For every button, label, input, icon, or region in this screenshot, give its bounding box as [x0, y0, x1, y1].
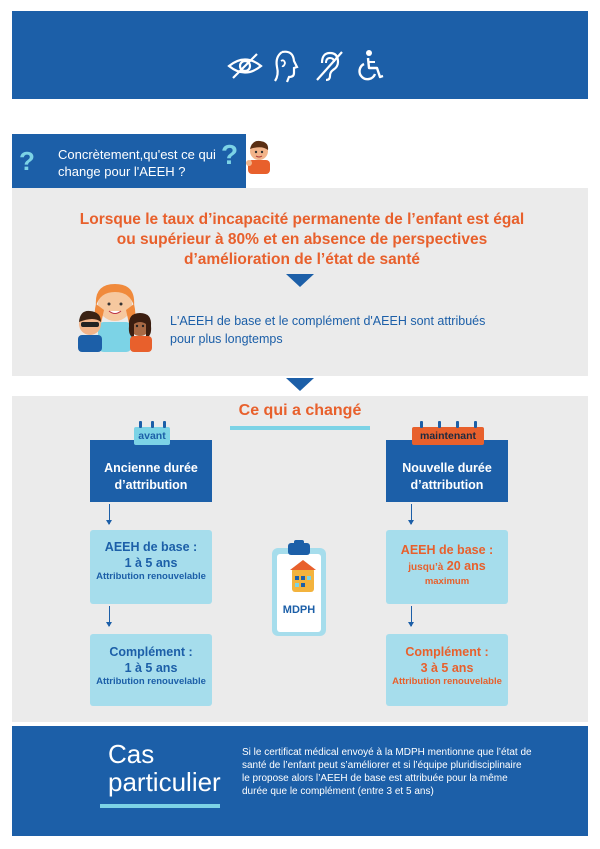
after-heading-box [386, 440, 508, 502]
after-base-note: maximum [424, 576, 470, 587]
after-complement-range: 3 à 5 ans [420, 661, 474, 675]
after-complement-note: Attribution renouvelable [392, 676, 502, 687]
result-text: L'AEEH de base et le complément d'AEEH sont attribués pour plus longtemps [170, 314, 486, 346]
before-base-range: 1 à 5 ans [124, 556, 178, 570]
after-base-range: 20 ans [446, 559, 486, 573]
before-base-title: AEEH de base : [104, 540, 198, 554]
before-complement-range: 1 à 5 ans [124, 661, 178, 675]
before-complement-box [90, 634, 212, 706]
changes-panel [12, 396, 588, 722]
arrow-down-icon [109, 504, 110, 524]
special-case-banner [12, 726, 588, 836]
svg-text:?: ? [221, 139, 239, 168]
arrow-down-icon [109, 606, 110, 626]
svg-text:?: ? [19, 146, 35, 174]
title-underline [230, 426, 370, 430]
question-mark-icon [220, 138, 242, 168]
before-base-note: Attribution renouvelable [96, 571, 206, 582]
deaf-ear-icon [309, 49, 349, 83]
before-complement-title: Complément : [109, 645, 193, 659]
mdph-clipboard-icon [268, 540, 330, 638]
arrow-down-icon [411, 504, 412, 524]
visual-impairment-icon [225, 49, 265, 83]
down-arrow-icon [286, 378, 314, 391]
before-heading-box [90, 440, 212, 502]
question-banner [12, 134, 246, 188]
before-complement-note: Attribution renouvelable [96, 676, 206, 687]
after-tag-label: maintenant [419, 430, 476, 442]
changes-title: Ce qui a changé [238, 402, 362, 419]
before-base-box [90, 530, 212, 604]
arrow-down-icon [411, 606, 412, 626]
down-arrow-icon [286, 274, 314, 287]
after-complement-title: Complément : [405, 645, 489, 659]
after-heading: Nouvelle durée d’attribution [402, 461, 492, 492]
clipboard-label: MDPH [282, 604, 316, 616]
before-heading: Ancienne durée d’attribution [104, 461, 198, 492]
family-illustration [70, 280, 160, 352]
special-case-text: Si le certificat médical envoyé à la MDPH mentionne que l’état de santé de l’enfant peut s’améliorer et si l’équipe pluridisciplinaire le propose alors l’AEEH de base est attribuée pour la même durée que le complément (entre 3 et 5 ans) [242, 747, 532, 797]
header-banner [12, 11, 588, 99]
before-calendar-tag [134, 427, 170, 445]
question-mark-icon [18, 146, 36, 174]
before-tag-label: avant [138, 430, 166, 442]
question-text: Concrètement,qu'est ce qui change pour l'AEEH ? [58, 147, 216, 179]
after-calendar-tag [412, 427, 484, 445]
after-base-title: AEEH de base : [400, 543, 494, 557]
after-base-prefix: jusqu’à [408, 562, 444, 573]
condition-text: Lorsque le taux d’incapacité permanente de l’enfant est égal ou supérieur à 80% et en absence de perspectives d’amélioration de l’état de santé [79, 211, 525, 268]
hearing-face-icon [267, 49, 307, 83]
after-complement-box [386, 634, 508, 706]
title-underline [100, 804, 220, 808]
special-case-title: Cas particulier [108, 739, 221, 797]
child-illustration [244, 138, 274, 174]
wheelchair-icon [351, 49, 391, 83]
after-base-box [386, 530, 508, 604]
condition-panel [12, 188, 588, 376]
